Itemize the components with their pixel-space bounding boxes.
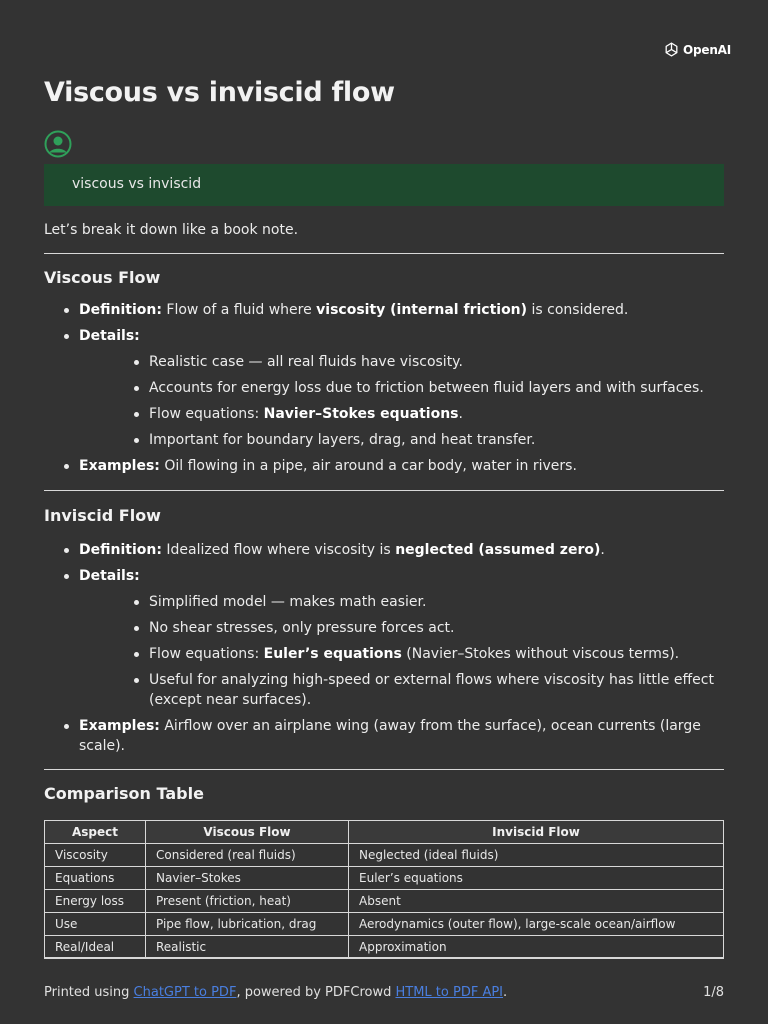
table-cell: Considered (real fluids) [146, 844, 349, 867]
details-label: Details: [79, 568, 140, 584]
definition-text: . [600, 542, 605, 558]
divider [44, 490, 724, 491]
examples-label: Examples: [79, 458, 160, 474]
html-to-pdf-api-link[interactable]: HTML to PDF API [395, 985, 504, 1000]
footer-text: Printed using [44, 985, 134, 1000]
list-item: Realistic case — all real fluids have viscosity. [114, 352, 724, 372]
definition-label: Definition: [79, 302, 162, 318]
table-cell: Use [45, 913, 146, 936]
list-item: Accounts for energy loss due to friction between fluid layers and with surfaces. [114, 378, 724, 398]
details-list [79, 352, 724, 450]
viscous-list [44, 300, 724, 476]
details-list [79, 592, 724, 710]
list-item [44, 716, 724, 756]
intro-text: Let’s break it down like a book note. [44, 222, 299, 238]
list-item [114, 644, 724, 664]
list-item: No shear stresses, only pressure forces act. [114, 618, 724, 638]
definition-text: Idealized flow where viscosity is [161, 542, 396, 558]
list-item [44, 540, 724, 560]
list-item: Important for boundary layers, drag, and heat transfer. [114, 430, 724, 450]
detail-bold: Euler’s equations [263, 646, 402, 662]
table-row [45, 867, 724, 890]
response-content [44, 218, 724, 959]
table-cell: Navier–Stokes [146, 867, 349, 890]
openai-logo-icon [663, 41, 680, 58]
table-cell: Euler’s equations [349, 867, 724, 890]
table-cell: Real/Ideal [45, 936, 146, 959]
openai-logo [663, 41, 731, 58]
detail-text: . [458, 406, 463, 422]
footer-credit [44, 985, 507, 1000]
definition-text: is considered. [527, 302, 629, 318]
detail-bold: Navier–Stokes equations [263, 406, 459, 422]
details-label: Details: [79, 328, 140, 344]
list-item [44, 456, 724, 476]
definition-bold: neglected (assumed zero) [395, 542, 601, 558]
table-row [45, 890, 724, 913]
user-prompt-text: viscous vs inviscid [72, 176, 202, 192]
section-heading-comparison: Comparison Table [44, 784, 204, 803]
table-cell: Pipe flow, lubrication, drag [146, 913, 349, 936]
table-cell: Present (friction, heat) [146, 890, 349, 913]
detail-text: Flow equations: [149, 406, 264, 422]
inviscid-list [44, 540, 724, 756]
examples-label: Examples: [79, 718, 160, 734]
divider [44, 769, 724, 770]
examples-text: Airflow over an airplane wing (away from the surface), ocean currents (large scale). [79, 718, 701, 754]
list-item: Simplified model — makes math easier. [114, 592, 724, 612]
list-item [44, 566, 724, 710]
list-item [114, 404, 724, 424]
footer-text: , powered by PDFCrowd [236, 985, 396, 1000]
table-header-cell: Viscous Flow [146, 821, 349, 844]
table-cell: Absent [349, 890, 724, 913]
table-cell: Viscosity [45, 844, 146, 867]
table-cell: Aerodynamics (outer flow), large-scale ocean/airflow [349, 913, 724, 936]
list-item [44, 300, 724, 320]
page-number: 1/8 [703, 985, 724, 1000]
list-item: Useful for analyzing high-speed or external flows where viscosity has little effect (except near surfaces). [114, 670, 724, 710]
table-header-cell: Aspect [45, 821, 146, 844]
section-heading-viscous: Viscous Flow [44, 268, 161, 287]
table-row [45, 936, 724, 959]
chatgpt-to-pdf-link[interactable]: ChatGPT to PDF [133, 985, 237, 1000]
user-avatar-icon [44, 130, 72, 158]
table-cell: Approximation [349, 936, 724, 959]
footer [44, 985, 724, 1000]
definition-bold: viscosity (internal friction) [316, 302, 528, 318]
table-row [45, 913, 724, 936]
table-cell: Energy loss [45, 890, 146, 913]
detail-text: Flow equations: [149, 646, 264, 662]
definition-text: Flow of a fluid where [161, 302, 317, 318]
detail-text: (Navier–Stokes without viscous terms). [401, 646, 680, 662]
page-title: Viscous vs inviscid flow [44, 77, 395, 108]
table-cell: Realistic [146, 936, 349, 959]
table-row [45, 844, 724, 867]
user-prompt [44, 164, 724, 206]
table-cell: Neglected (ideal fluids) [349, 844, 724, 867]
table-cell: Equations [45, 867, 146, 890]
comparison-table [44, 820, 724, 959]
table-header-row [45, 821, 724, 844]
openai-logo-text: OpenAI [683, 42, 732, 57]
examples-text: Oil flowing in a pipe, air around a car body, water in rivers. [159, 458, 577, 474]
divider [44, 253, 724, 254]
footer-text: . [503, 985, 508, 1000]
definition-label: Definition: [79, 542, 162, 558]
table-header-cell: Inviscid Flow [349, 821, 724, 844]
list-item [44, 326, 724, 450]
section-heading-inviscid: Inviscid Flow [44, 506, 161, 525]
footer-divider [44, 957, 724, 958]
